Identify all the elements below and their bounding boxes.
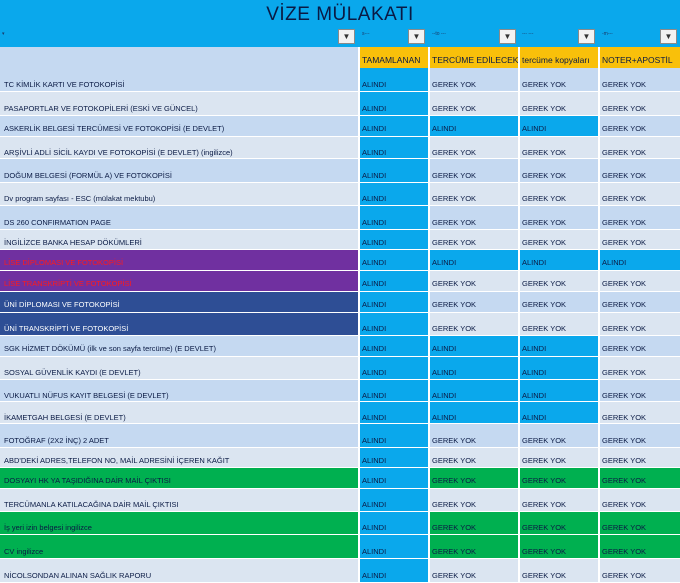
cell-completed[interactable]: ALINDI — [360, 92, 428, 115]
cell-translation-copies[interactable]: ALINDI — [520, 357, 598, 379]
cell-completed[interactable]: ALINDI — [360, 559, 428, 582]
cell-translation-copies[interactable]: GEREK YOK — [520, 159, 598, 182]
cell-translation-copies[interactable]: GEREK YOK — [520, 468, 598, 488]
cell-notary-apostille[interactable]: GEREK YOK — [600, 292, 680, 312]
cell-completed[interactable]: ALINDI — [360, 402, 428, 423]
row-label[interactable]: ASKERLİK BELGESİ TERCÜMESİ VE FOTOKOPİSİ (E DEVLET) — [0, 116, 358, 136]
cell-notary-apostille[interactable]: GEREK YOK — [600, 424, 680, 447]
filter-text: -m--- — [602, 31, 613, 37]
cell-translation-copies[interactable]: GEREK YOK — [520, 230, 598, 249]
row-label[interactable]: DOSYAYI HK YA TAŞIDIĞINA DAİR MAİL ÇIKTISI — [0, 468, 358, 488]
cell-to-translate[interactable]: GEREK YOK — [430, 230, 518, 249]
cell-translation-copies[interactable]: ALINDI — [520, 336, 598, 356]
cell-completed[interactable]: ALINDI — [360, 271, 428, 291]
cell-notary-apostille[interactable]: GEREK YOK — [600, 183, 680, 205]
row-label[interactable]: Dv program sayfası - ESC (mülakat mektubu) — [0, 183, 358, 205]
row-label[interactable]: TC KİMLİK KARTI VE FOTOKOPİSİ — [0, 68, 358, 91]
row-label[interactable]: VUKUATLI NÜFUS KAYIT BELGESİ (E DEVLET) — [0, 380, 358, 401]
cell-completed[interactable]: ALINDI — [360, 292, 428, 312]
header-to-translate[interactable]: TERCÜME EDİLECEK — [430, 47, 518, 68]
row-label[interactable]: ÜNİ TRANSKRİPTİ VE FOTOKOPİSİ — [0, 313, 358, 335]
cell-notary-apostille[interactable]: GEREK YOK — [600, 380, 680, 401]
cell-to-translate[interactable]: GEREK YOK — [430, 424, 518, 447]
row-label[interactable]: SOSYAL GÜVENLİK KAYDI (E DEVLET) — [0, 357, 358, 379]
cell-to-translate[interactable]: GEREK YOK — [430, 159, 518, 182]
filter-text: --- --- — [522, 31, 534, 37]
cell-to-translate[interactable]: GEREK YOK — [430, 68, 518, 91]
cell-notary-apostille[interactable]: GEREK YOK — [600, 137, 680, 158]
cell-completed[interactable]: ALINDI — [360, 512, 428, 534]
row-label[interactable]: CV ingilizce — [0, 535, 358, 558]
row-label[interactable]: ARŞİVLİ ADLİ SİCİL KAYDI VE FOTOKOPİSİ (E DEVLET) (ingilizce) — [0, 137, 358, 158]
cell-to-translate[interactable]: GEREK YOK — [430, 448, 518, 467]
cell-notary-apostille[interactable]: GEREK YOK — [600, 68, 680, 91]
cell-to-translate[interactable]: ALINDI — [430, 380, 518, 401]
row-label[interactable]: DS 260 CONFIRMATION PAGE — [0, 206, 358, 229]
cell-to-translate[interactable]: GEREK YOK — [430, 183, 518, 205]
cell-translation-copies[interactable]: GEREK YOK — [520, 489, 598, 511]
cell-to-translate[interactable]: GEREK YOK — [430, 468, 518, 488]
cell-translation-copies[interactable]: ALINDI — [520, 380, 598, 401]
cell-translation-copies[interactable]: GEREK YOK — [520, 535, 598, 558]
cell-notary-apostille[interactable]: GEREK YOK — [600, 512, 680, 534]
cell-completed[interactable]: ALINDI — [360, 535, 428, 558]
row-label[interactable]: ABD'DEKİ ADRES,TELEFON NO, MAİL ADRESİNİ İÇEREN KAĞIT — [0, 448, 358, 467]
header-translation-copies[interactable]: tercüme kopyaları — [520, 47, 598, 68]
cell-translation-copies[interactable]: GEREK YOK — [520, 206, 598, 229]
cell-completed[interactable]: ALINDI — [360, 183, 428, 205]
cell-translation-copies[interactable]: GEREK YOK — [520, 68, 598, 91]
cell-completed[interactable]: ALINDI — [360, 489, 428, 511]
cell-notary-apostille[interactable]: GEREK YOK — [600, 116, 680, 136]
row-label[interactable]: İNGİLİZCE BANKA HESAP DÖKÜMLERİ — [0, 230, 358, 249]
row-label[interactable]: DOĞUM BELGESİ (FORMÜL A) VE FOTOKOPİSİ — [0, 159, 358, 182]
cell-to-translate[interactable]: GEREK YOK — [430, 559, 518, 582]
cell-to-translate[interactable]: ALINDI — [430, 402, 518, 423]
cell-to-translate[interactable]: GEREK YOK — [430, 92, 518, 115]
row-label[interactable]: İş yeri izin belgesi ingilizce — [0, 512, 358, 534]
cell-notary-apostille[interactable]: GEREK YOK — [600, 535, 680, 558]
cell-translation-copies[interactable]: ALINDI — [520, 402, 598, 423]
cell-notary-apostille[interactable]: GEREK YOK — [600, 313, 680, 335]
row-label[interactable]: ÜNİ DİPLOMASI VE FOTOKOPİSİ — [0, 292, 358, 312]
cell-translation-copies[interactable]: GEREK YOK — [520, 292, 598, 312]
row-label[interactable]: PASAPORTLAR VE FOTOKOPİLERİ (ESKİ VE GÜNCEL) — [0, 92, 358, 115]
row-label[interactable]: NİCOLSONDAN ALINAN SAĞLIK RAPORU — [0, 559, 358, 582]
cell-translation-copies[interactable]: GEREK YOK — [520, 424, 598, 447]
cell-completed[interactable]: ALINDI — [360, 336, 428, 356]
cell-to-translate[interactable]: GEREK YOK — [430, 271, 518, 291]
cell-completed[interactable]: ALINDI — [360, 116, 428, 136]
cell-completed[interactable]: ALINDI — [360, 159, 428, 182]
filter-text: --to --- — [432, 31, 446, 37]
filter-text: ▾ — [2, 31, 5, 37]
cell-notary-apostille[interactable]: GEREK YOK — [600, 271, 680, 291]
cell-to-translate[interactable]: ALINDI — [430, 250, 518, 270]
filter-cell-copies — [520, 28, 598, 47]
cell-to-translate[interactable]: GEREK YOK — [430, 512, 518, 534]
row-label[interactable]: TERCÜMANLA KATILACAĞINA DAİR MAİL ÇIKTISI — [0, 489, 358, 511]
header-notary-apostille[interactable]: NOTER+APOSTİL — [600, 47, 680, 68]
cell-notary-apostille[interactable]: GEREK YOK — [600, 559, 680, 582]
filter-cell-label — [0, 28, 358, 47]
cell-notary-apostille[interactable]: ALINDI — [600, 250, 680, 270]
cell-completed[interactable]: ALINDI — [360, 448, 428, 467]
cell-completed[interactable]: ALINDI — [360, 313, 428, 335]
row-label[interactable]: İKAMETGAH BELGESİ (E DEVLET) — [0, 402, 358, 423]
cell-to-translate[interactable]: GEREK YOK — [430, 292, 518, 312]
row-label[interactable]: FOTOĞRAF (2X2 İNÇ) 2 ADET — [0, 424, 358, 447]
filter-dropdown-icon[interactable]: ▼ — [660, 29, 677, 44]
header-completed[interactable]: TAMAMLANAN — [360, 47, 428, 68]
row-label[interactable]: LİSE TRANSKRİPTİ VE FOTOKOPİSİ — [0, 271, 358, 291]
cell-notary-apostille[interactable]: GEREK YOK — [600, 206, 680, 229]
cell-translation-copies[interactable]: GEREK YOK — [520, 271, 598, 291]
cell-to-translate[interactable]: GEREK YOK — [430, 137, 518, 158]
cell-notary-apostille[interactable]: GEREK YOK — [600, 489, 680, 511]
filter-text: s--- — [362, 31, 370, 37]
filter-dropdown-icon[interactable]: ▼ — [499, 29, 516, 44]
cell-translation-copies[interactable]: GEREK YOK — [520, 183, 598, 205]
cell-translation-copies[interactable]: GEREK YOK — [520, 137, 598, 158]
cell-translation-copies[interactable]: ALINDI — [520, 250, 598, 270]
filter-cell-notary — [600, 28, 680, 47]
cell-translation-copies[interactable]: GEREK YOK — [520, 559, 598, 582]
cell-notary-apostille[interactable]: GEREK YOK — [600, 92, 680, 115]
cell-completed[interactable]: ALINDI — [360, 137, 428, 158]
cell-completed[interactable]: ALINDI — [360, 230, 428, 249]
cell-translation-copies[interactable]: GEREK YOK — [520, 512, 598, 534]
cell-to-translate[interactable]: GEREK YOK — [430, 206, 518, 229]
row-label[interactable]: SGK HİZMET DÖKÜMÜ (ilk ve son sayfa tercüme) (E DEVLET) — [0, 336, 358, 356]
filter-cell-translate — [430, 28, 518, 47]
cell-completed[interactable]: ALINDI — [360, 424, 428, 447]
cell-completed[interactable]: ALINDI — [360, 206, 428, 229]
cell-completed[interactable]: ALINDI — [360, 380, 428, 401]
cell-notary-apostille[interactable]: GEREK YOK — [600, 230, 680, 249]
cell-completed[interactable]: ALINDI — [360, 357, 428, 379]
cell-translation-copies[interactable]: GEREK YOK — [520, 92, 598, 115]
cell-to-translate[interactable]: ALINDI — [430, 336, 518, 356]
cell-notary-apostille[interactable]: GEREK YOK — [600, 468, 680, 488]
cell-to-translate[interactable]: GEREK YOK — [430, 535, 518, 558]
cell-notary-apostille[interactable]: GEREK YOK — [600, 159, 680, 182]
header-label-blank — [0, 47, 358, 68]
filter-dropdown-icon[interactable]: ▼ — [408, 29, 425, 44]
cell-to-translate[interactable]: ALINDI — [430, 357, 518, 379]
cell-completed[interactable]: ALINDI — [360, 68, 428, 91]
cell-to-translate[interactable]: GEREK YOK — [430, 313, 518, 335]
row-label[interactable]: LİSE DİPLOMASI VE FOTOKOPİSİ — [0, 250, 358, 270]
cell-translation-copies[interactable]: GEREK YOK — [520, 313, 598, 335]
cell-notary-apostille[interactable]: GEREK YOK — [600, 402, 680, 423]
cell-completed[interactable]: ALINDI — [360, 468, 428, 488]
filter-bar — [0, 28, 680, 47]
cell-translation-copies[interactable]: GEREK YOK — [520, 448, 598, 467]
cell-translation-copies[interactable]: ALINDI — [520, 116, 598, 136]
cell-notary-apostille[interactable]: GEREK YOK — [600, 448, 680, 467]
filter-cell-completed — [360, 28, 428, 47]
cell-completed[interactable]: ALINDI — [360, 250, 428, 270]
cell-to-translate[interactable]: GEREK YOK — [430, 489, 518, 511]
cell-to-translate[interactable]: ALINDI — [430, 116, 518, 136]
cell-notary-apostille[interactable]: GEREK YOK — [600, 357, 680, 379]
filter-dropdown-icon[interactable]: ▼ — [578, 29, 595, 44]
sheet-title: VİZE MÜLAKATI — [0, 0, 680, 28]
cell-notary-apostille[interactable]: GEREK YOK — [600, 336, 680, 356]
filter-dropdown-icon[interactable]: ▼ — [338, 29, 355, 44]
